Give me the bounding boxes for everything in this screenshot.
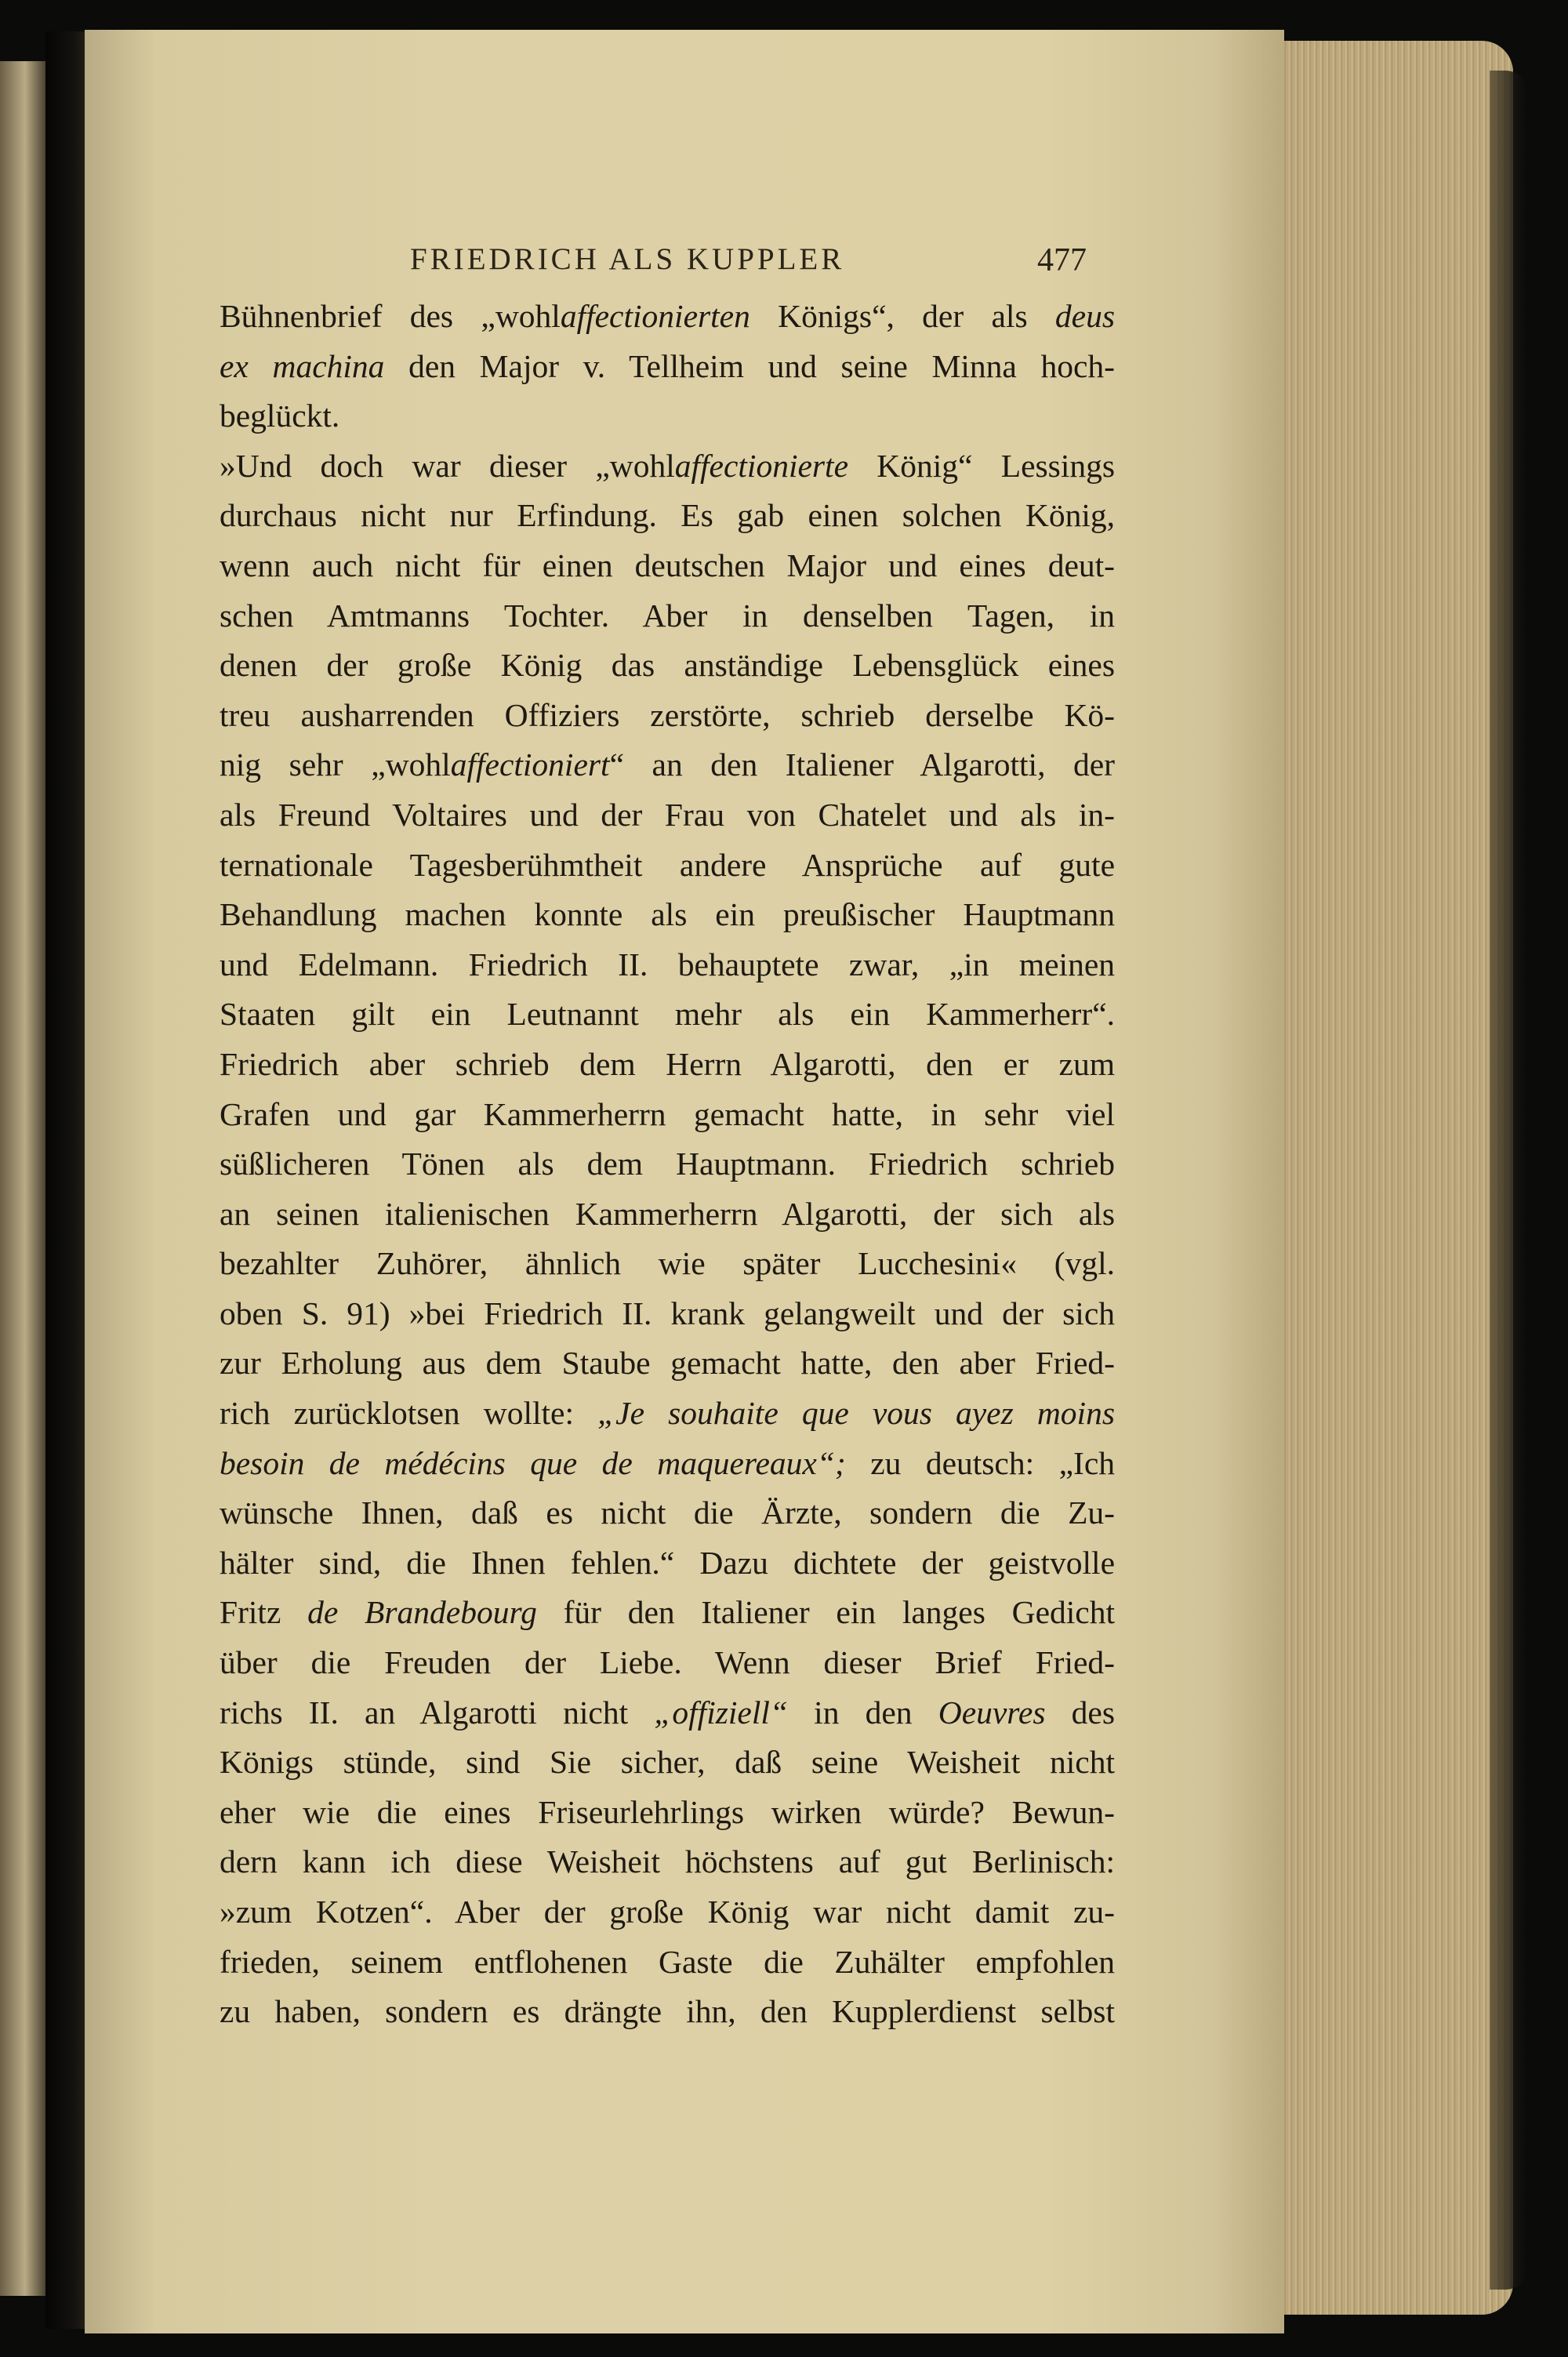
text-run: und Edelmann. Friedrich II. behauptete zwar, „in meinen: [220, 946, 1115, 982]
text-run: hälter sind, die Ihnen fehlen.“ Dazu dichtete der geistvolle: [220, 1544, 1115, 1581]
italic-run: besoin de médécins que de maquereaux“;: [220, 1444, 846, 1481]
text-line: [220, 740, 1115, 790]
text-line: [220, 890, 1115, 940]
text-line: [220, 1289, 1115, 1339]
text-run: eher wie die eines Friseurlehrlings wirken würde? Bewun-: [220, 1793, 1115, 1830]
text-run: wenn auch nicht für einen deutschen Major und eines deut-: [220, 547, 1115, 583]
text-run: den Major v. Tellheim und seine Minna hoch-: [384, 347, 1115, 384]
text-line: [220, 1090, 1115, 1140]
text-line: [220, 1338, 1115, 1389]
text-line: [220, 1488, 1115, 1538]
text-line: [220, 1389, 1115, 1439]
text-line: [220, 1588, 1115, 1638]
text-line: [220, 491, 1115, 541]
text-run: in den: [787, 1694, 938, 1731]
text-run: zu deutsch: „Ich: [845, 1444, 1115, 1481]
italic-run: Oeuvres: [938, 1694, 1046, 1731]
text-run: bezahlter Zuhörer, ähnlich wie später Lucchesini« (vgl.: [220, 1245, 1115, 1282]
text-line: [220, 1040, 1115, 1090]
text-line: [220, 691, 1115, 741]
left-page-edge: [0, 61, 45, 2296]
italic-run: affectioniert: [450, 746, 610, 783]
text-run: denen der große König das anständige Lebensglück eines: [220, 647, 1115, 684]
text-line: [220, 1738, 1115, 1788]
text-run: Staaten gilt ein Leutnannt mehr als ein Kammerherr“.: [220, 996, 1115, 1033]
text-line: [220, 541, 1115, 591]
text-line: [220, 1788, 1115, 1838]
text-run: als Freund Voltaires und der Frau von Chatelet und als in-: [220, 796, 1115, 833]
text-run: »Und doch war dieser „wohl: [220, 447, 675, 484]
text-line: [220, 641, 1115, 691]
text-line: [220, 790, 1115, 841]
text-line: [220, 1538, 1115, 1589]
text-run: schen Amtmanns Tochter. Aber in denselben Tagen, in: [220, 597, 1115, 634]
text-run: Fritz: [220, 1594, 308, 1631]
italic-run: affectionierten: [560, 298, 750, 334]
italic-run: „Je souhaite que vous ayez moins: [597, 1395, 1115, 1432]
text-run: an seinen italienischen Kammerherrn Algarotti, der sich als: [220, 1195, 1115, 1232]
text-line: [220, 292, 1115, 342]
text-run: treu ausharrenden Offiziers zerstörte, schrieb derselbe Kö-: [220, 696, 1115, 733]
text-run: zur Erholung aus dem Staube gemacht hatte, den aber Fried-: [220, 1345, 1115, 1382]
text-line: [220, 391, 1115, 441]
text-run: richs II. an Algarotti nicht: [220, 1694, 655, 1731]
page-stack-shadow: [1490, 71, 1529, 2290]
text-run: ternationale Tagesberühmtheit andere Ansprüche auf gute: [220, 846, 1115, 883]
text-run: »zum Kotzen“. Aber der große König war nicht damit zu-: [220, 1894, 1115, 1930]
italic-run: de Brandebourg: [307, 1594, 537, 1631]
text-line: [220, 1139, 1115, 1189]
text-run: über die Freuden der Liebe. Wenn dieser Brief Fried-: [220, 1644, 1115, 1681]
text-run: dern kann ich diese Weisheit höchstens auf gut Berlinisch:: [220, 1843, 1115, 1880]
text-line: [220, 1887, 1115, 1938]
text-run: durchaus nicht nur Erfindung. Es gab einen solchen König,: [220, 497, 1115, 534]
text-run: beglückt.: [220, 398, 340, 434]
text-run: “ an den Italiener Algarotti, der: [609, 746, 1116, 783]
running-head: FRIEDRICH ALS KUPPLER: [410, 242, 845, 276]
text-line: [220, 1688, 1115, 1738]
italic-run: ex machina: [220, 347, 385, 384]
page-number: 477: [1037, 242, 1087, 278]
text-run: Bühnenbrief des „wohl: [220, 298, 561, 334]
text-run: Königs stünde, sind Sie sicher, daß seine Weisheit nicht: [220, 1744, 1115, 1781]
italic-run: affectionierte: [674, 447, 849, 484]
text-run: wünsche Ihnen, daß es nicht die Ärzte, sondern die Zu-: [220, 1494, 1115, 1531]
text-run: zu haben, sondern es drängte ihn, den Kupplerdienst selbst: [220, 1993, 1115, 2030]
text-run: Grafen und gar Kammerherrn gemacht hatte, in sehr viel: [220, 1095, 1115, 1132]
text-line: [220, 940, 1115, 990]
page-header: [85, 242, 1284, 289]
text-run: Friedrich aber schrieb dem Herrn Algarotti, den er zum: [220, 1045, 1115, 1082]
text-line: [220, 1837, 1115, 1887]
text-line: [220, 591, 1115, 641]
text-run: oben S. 91) »bei Friedrich II. krank gelangweilt und der sich: [220, 1295, 1115, 1331]
text-line: [220, 1239, 1115, 1289]
text-line: [220, 1938, 1115, 1988]
text-run: des: [1045, 1694, 1116, 1731]
text-run: Königs“, der als: [750, 298, 1055, 334]
page-stack-edges: [1262, 41, 1513, 2315]
text-run: nig sehr „wohl: [220, 746, 451, 783]
italic-run: „offiziell“: [654, 1694, 788, 1731]
book-page: [85, 30, 1284, 2333]
text-run: rich zurücklotsen wollte:: [220, 1395, 598, 1432]
text-run: König“ Lessings: [848, 447, 1116, 484]
text-run: für den Italiener ein langes Gedicht: [536, 1594, 1115, 1631]
text-run: süßlicheren Tönen als dem Hauptmann. Friedrich schrieb: [220, 1146, 1115, 1182]
text-run: frieden, seinem entflohenen Gaste die Zuhälter empfohlen: [220, 1943, 1115, 1980]
text-line: [220, 1638, 1115, 1688]
text-line: [220, 990, 1115, 1040]
text-line: [220, 1439, 1115, 1489]
text-line: [220, 441, 1115, 492]
text-line: [220, 841, 1115, 891]
text-line: [220, 342, 1115, 392]
italic-run: deus: [1054, 298, 1115, 334]
text-run: Behandlung machen konnte als ein preußischer Hauptmann: [220, 896, 1115, 933]
body-text: [220, 292, 1115, 2037]
text-line: [220, 1189, 1115, 1240]
text-line: [220, 1987, 1115, 2037]
